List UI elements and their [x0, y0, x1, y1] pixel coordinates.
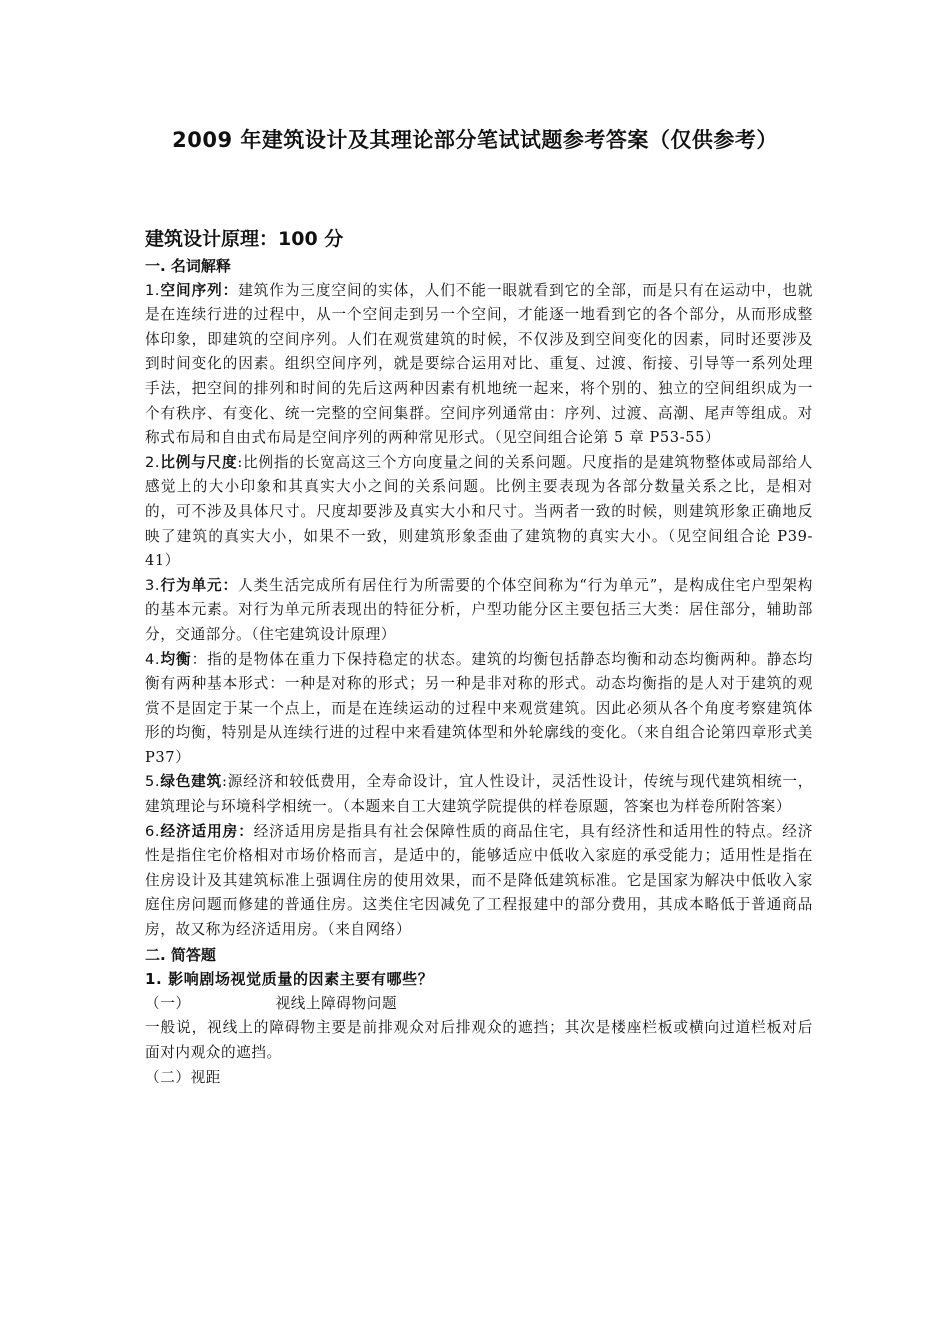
document-title: 2009 年建筑设计及其理论部分笔试试题参考答案（仅供参考）	[172, 128, 778, 152]
term-entry	[145, 820, 813, 943]
term-name: 比例与尺度	[160, 453, 238, 471]
subheading-title: 视线上障碍物问题	[275, 994, 398, 1012]
term-definition: 经济适用房是指具有社会保障性质的商品住宅，具有经济性和适用性的特点。经济性是指住宅价格相对市场价格而言，是适中的，能够适应中低收入家庭的承受能力；适用性是指在住房设计及其建筑标准上强调住房的使用效果，而不是降低建筑标准。它是国家为解决中低收入家庭住房问题而修建的普通住房。这类住宅因减免了工程报建中的部分费用，其成本略低于普通商品房，故又称为经济适用房。（来自网络）	[145, 822, 813, 939]
term-name: 均衡	[160, 650, 192, 668]
term-name: 经济适用房：	[160, 822, 254, 840]
subheading-label: （一）	[145, 994, 191, 1012]
term-name: 行为单元：	[160, 576, 239, 594]
term-entry	[145, 648, 813, 771]
term-entry	[145, 279, 813, 451]
term-number: 5.	[145, 773, 161, 791]
question-title: 1. 影响剧场视觉质量的因素主要有哪些？	[145, 970, 434, 989]
term-entry	[145, 574, 813, 648]
document-body	[145, 224, 813, 1090]
answer-subheading-2: （二）视距	[145, 1068, 221, 1086]
term-definition: :比例指的长宽高这三个方向度量之间的关系问题。尺度指的是建筑物整体或局部给人感觉上的大小印象和其真实大小之间的关系问题。比例主要表现为各部分数量关系之比，是相对的，可不涉及具体尺寸。尺度却要涉及真实大小和尺寸。当两者一致的时候，则建筑形象正确地反映了建筑的真实大小，如果不一致，则建筑形象歪曲了建筑物的真实大小。（见空间组合论 P39-41）	[145, 453, 813, 570]
part1-heading: 一. 名词解释	[145, 257, 231, 275]
term-definition: 建筑作为三度空间的实体，人们不能一眼就看到它的全部，而是只有在运动中，也就是在连续行进的过程中，从一个空间走到另一个空间，才能逐一地看到它的各个部分，从而形成整体印象，即建筑的空间序列。人们在观赏建筑的时候，不仅涉及到空间变化的因素，同时还要涉及到时间变化的因素。组织空间序列，就是要综合运用对比、重复、过渡、衔接、引导等一系列处理手法，把空间的排列和时间的先后这两种因素有机地统一起来，将个别的、独立的空间组织成为一个有秩序、有变化、统一完整的空间集群。空间序列通常由：序列、过渡、高潮、尾声等组成。对称式布局和自由式布局是空间序列的两种常见形式。（见空间组合论第 5 章 P53-55）	[145, 281, 813, 447]
term-number: 4.	[145, 650, 161, 668]
term-number: 1.	[145, 281, 161, 299]
term-definition: ：指的是物体在重力下保持稳定的状态。建筑的均衡包括静态均衡和动态均衡两种。静态均衡有两种基本形式：一种是对称的形式；另一种是非对称的形式。动态均衡指的是人对于建筑的观赏不是固定于某一个点上，而是在连续运动的过程中来观赏建筑。因此必须从各个角度考察建筑体形的均衡，特别是从连续行进的过程中来看建筑体型和外轮廓线的变化。（来自组合论第四章形式美 P37）	[145, 650, 813, 766]
term-name: 绿色建筑	[160, 773, 222, 791]
term-number: 3.	[145, 576, 161, 594]
term-number: 2.	[145, 453, 161, 471]
section-title: 建筑设计原理：100 分	[145, 228, 344, 250]
term-definition: 人类生活完成所有居住行为所需要的个体空间称为“行为单元”，是构成住宅户型架构的基本元素。对行为单元所表现出的特征分析，户型功能分区主要包括三大类：居住部分，辅助部分，交通部分。（住宅建筑设计原理）	[145, 576, 813, 643]
term-entry	[145, 451, 813, 574]
term-name: 空间序列：	[160, 281, 239, 299]
term-number: 6.	[145, 822, 161, 840]
answer-paragraph: 一般说，视线上的障碍物主要是前排观众对后排观众的遮挡；其次是楼座栏板或横向过道栏板对后面对内观众的遮挡。	[145, 1019, 813, 1061]
term-entry	[145, 770, 813, 819]
part2-heading: 二. 简答题	[145, 945, 216, 964]
answer-subheading	[145, 992, 813, 1017]
term-definition: :源经济和较低费用，全寿命设计，宜人性设计，灵活性设计，传统与现代建筑相统一，建筑理论与环境科学相统一。（本题来自工大建筑学院提供的样卷原题，答案也为样卷所附答案）	[145, 773, 813, 816]
